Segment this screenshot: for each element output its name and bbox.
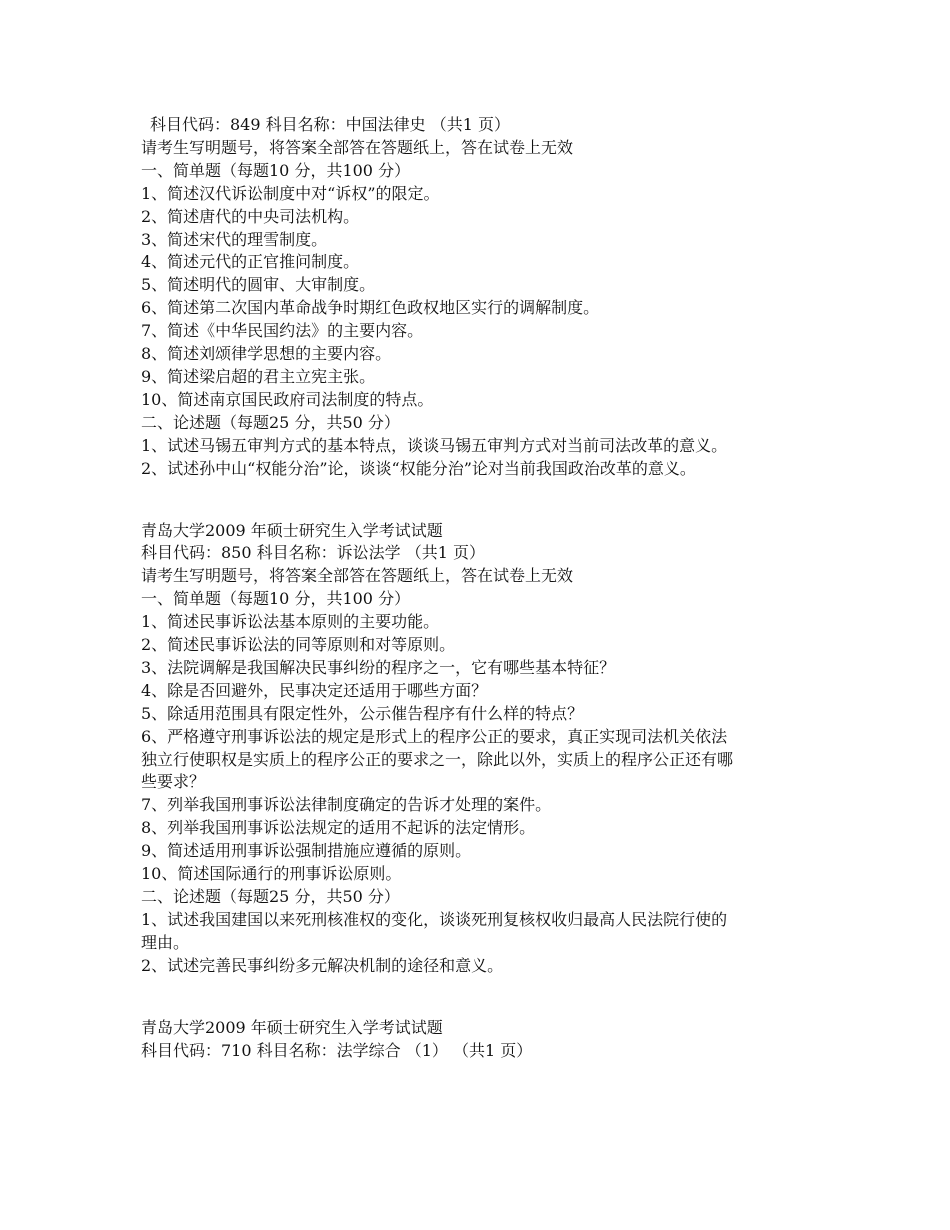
instructions: 请考生写明题号，将答案全部答在答题纸上，答在试卷上无效	[141, 566, 574, 586]
question-item: 7、简述《中华民国约法》的主要内容。	[141, 321, 424, 341]
question-item: 10、简述国际通行的刑事诉讼原则。	[141, 864, 402, 884]
essay-question: 2、试述孙中山“权能分治”论，谈谈“权能分治”论对当前我国政治改革的意义。	[141, 458, 696, 478]
subject-header: 科目代码：710 科目名称：法学综合 （1） （共1 页）	[141, 1040, 533, 1060]
part-heading: 二、论述题（每题25 分，共50 分）	[141, 412, 400, 432]
question-item: 3、简述宋代的理雪制度。	[141, 229, 328, 249]
exam-710-section	[141, 1017, 781, 1063]
exam-title: 青岛大学2009 年硕士研究生入学考试试题	[141, 1017, 443, 1037]
subject-header: 科目代码：850 科目名称：诉讼法学 （共1 页）	[141, 543, 485, 563]
exam-849-section	[141, 114, 781, 481]
question-item: 10、简述南京国民政府司法制度的特点。	[141, 389, 434, 409]
question-item: 9、简述梁启超的君主立宪主张。	[141, 366, 376, 386]
essay-question: 1、试述马锡五审判方式的基本特点，谈谈马锡五审判方式对当前司法改革的意义。	[141, 435, 728, 455]
question-item: 5、简述明代的圆审、大审制度。	[141, 275, 376, 295]
exam-title: 青岛大学2009 年硕士研究生入学考试试题	[141, 520, 443, 540]
exam-850-section	[141, 520, 781, 978]
subject-header: 科目代码：849 科目名称：中国法律史 （共1 页）	[150, 115, 510, 134]
question-item: 1、简述民事诉讼法基本原则的主要功能。	[141, 612, 440, 632]
question-item: 4、简述元代的正官推问制度。	[141, 252, 360, 272]
question-item: 2、简述唐代的中央司法机构。	[141, 206, 360, 226]
exam-document	[141, 114, 781, 1062]
essay-question: 1、试述我国建国以来死刑核准权的变化，谈谈死刑复核权收归最高人民法院行使的理由。	[141, 909, 728, 952]
essay-question: 2、试述完善民事纠纷多元解决机制的途径和意义。	[141, 955, 504, 975]
question-item: 6、严格遵守刑事诉讼法的规定是形式上的程序公正的要求，真正实现司法机关依法独立行使职权是实质上的程序公正的要求之一，除此以外，实质上的程序公正还有哪些要求？	[141, 726, 734, 792]
part-heading: 一、简单题（每题10 分，共100 分）	[141, 589, 411, 609]
question-item: 8、简述刘颂律学思想的主要内容。	[141, 344, 392, 364]
part-heading: 一、简单题（每题10 分，共100 分）	[141, 160, 411, 180]
instructions: 请考生写明题号，将答案全部答在答题纸上，答在试卷上无效	[141, 137, 574, 157]
question-item: 2、简述民事诉讼法的同等原则和对等原则。	[141, 635, 456, 655]
question-item: 5、除适用范围具有限定性外，公示催告程序有什么样的特点？	[141, 703, 584, 723]
question-item: 4、除是否回避外，民事决定还适用于哪些方面？	[141, 680, 488, 700]
question-item: 9、简述适用刑事诉讼强制措施应遵循的原则。	[141, 841, 472, 861]
question-item: 8、列举我国刑事诉讼法规定的适用不起诉的法定情形。	[141, 818, 536, 838]
part-heading: 二、论述题（每题25 分，共50 分）	[141, 887, 400, 906]
question-item: 1、简述汉代诉讼制度中对“诉权”的限定。	[141, 183, 440, 203]
question-item: 3、法院调解是我国解决民事纠纷的程序之一，它有哪些基本特征？	[141, 657, 616, 677]
question-item: 7、列举我国刑事诉讼法律制度确定的告诉才处理的案件。	[141, 795, 552, 815]
question-item: 6、简述第二次国内革命战争时期红色政权地区实行的调解制度。	[141, 298, 600, 318]
